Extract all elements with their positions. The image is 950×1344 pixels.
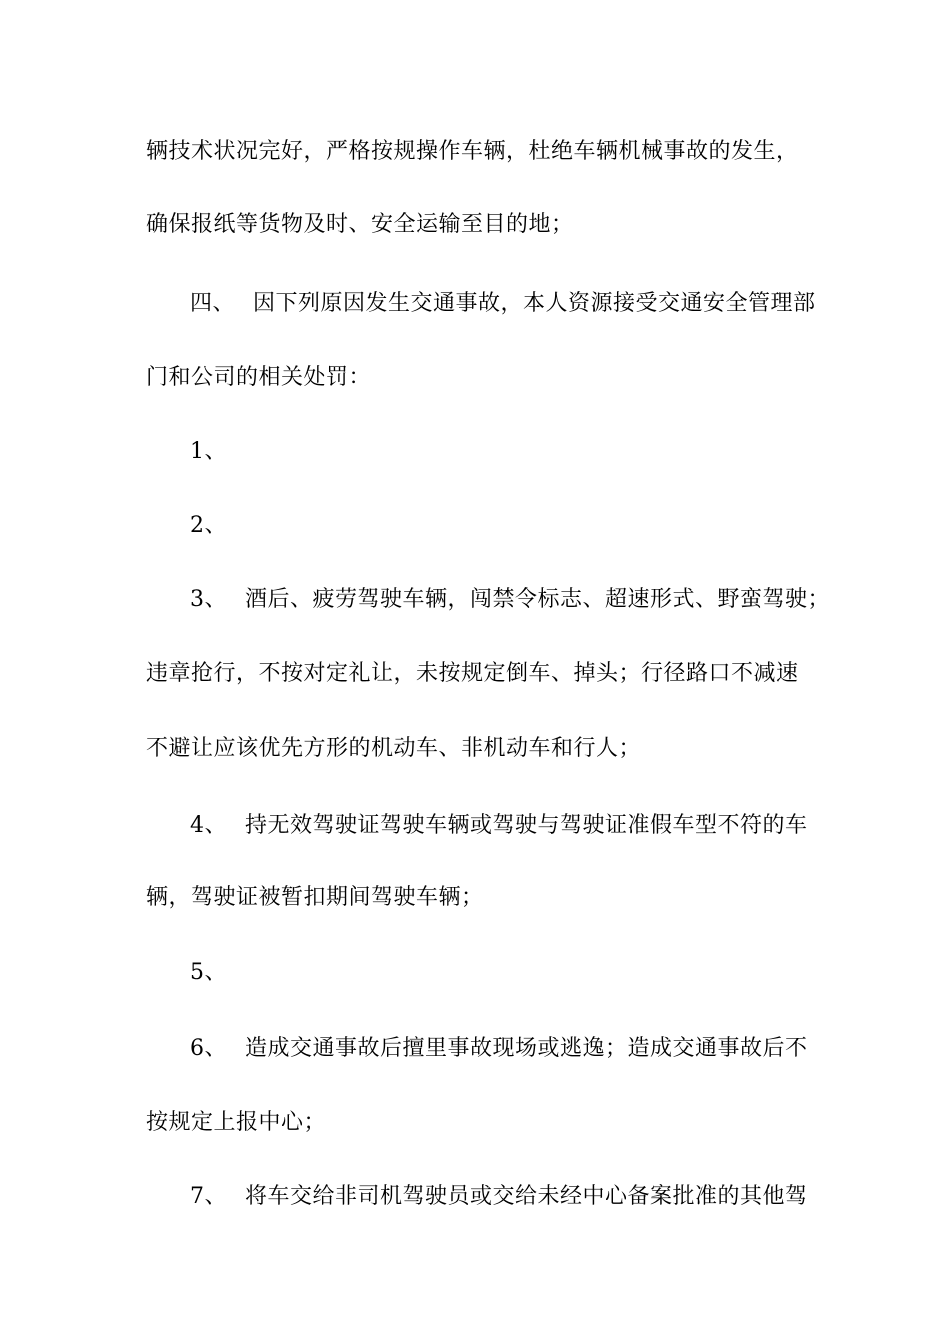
paragraph-line [146,735,641,763]
list-item-line [190,1035,808,1063]
line-text: 按规定上报中心； [146,1110,327,1135]
list-number: 4、 [190,813,227,838]
line-text: 确保报纸等货物及时、安全运输至目的地； [146,212,574,237]
list-item-line [190,1183,808,1211]
list-item-line [190,586,830,614]
list-item-line [190,959,245,987]
list-number: 7、 [190,1184,227,1209]
line-text: 将车交给非司机驾驶员或交给未经中心备案批准的其他驾 [245,1184,808,1209]
line-text: 酒后、疲劳驾驶车辆，闯禁令标志、超速形式、野蛮驾驶； [245,587,831,612]
list-item-line [190,438,245,466]
section-number: 四、 [190,291,236,316]
section-heading-line [190,290,816,318]
paragraph-line [146,660,799,688]
list-number: 6、 [190,1036,227,1061]
line-text: 造成交通事故后擅里事故现场或逃逸；造成交通事故后不 [245,1036,808,1061]
line-text: 不避让应该优先方形的机动车、非机动车和行人； [146,736,642,761]
paragraph-line [146,211,574,239]
list-number: 5、 [190,960,227,985]
line-text: 门和公司的相关处罚： [146,365,372,390]
line-text: 持无效驾驶证驾驶车辆或驾驶与驾驶证准假车型不符的车 [245,813,808,838]
line-text: 违章抢行，不按对定礼让，未按规定倒车、掉头；行径路口不减速 [146,661,799,686]
list-number: 2、 [190,513,227,538]
line-text: 因下列原因发生交通事故，本人资源接受交通安全管理部 [253,291,816,316]
list-item-line [190,812,808,840]
list-number: 1、 [190,439,227,464]
paragraph-line [146,1109,326,1137]
list-number: 3、 [190,587,227,612]
list-item-line [190,512,245,540]
paragraph-line [146,364,371,392]
paragraph-line [146,884,484,912]
line-text: 辆技术状况完好，严格按规操作车辆，杜绝车辆机械事故的发生， [146,139,799,164]
line-text: 辆，驾驶证被暂扣期间驾驶车辆； [146,885,484,910]
paragraph-line [146,138,799,166]
